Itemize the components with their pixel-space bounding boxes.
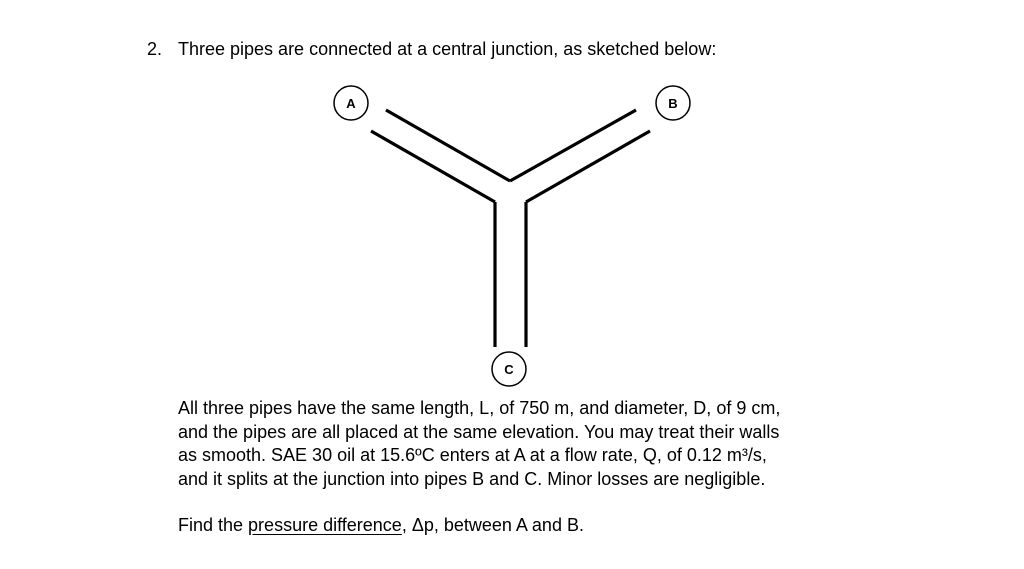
question-prefix: Find the (178, 515, 249, 535)
problem-intro: Three pipes are connected at a central junction, as sketched below: (178, 39, 717, 59)
question-key-term: pressure difference (248, 515, 402, 535)
node-a (334, 86, 368, 120)
pipe-b-lower-wall (526, 131, 650, 202)
pipe-a-upper-wall (386, 110, 510, 181)
node-c-label: C (504, 362, 514, 377)
pipe-a-lower-wall (371, 131, 495, 202)
problem-number: 2. (147, 39, 163, 59)
problem-description (178, 397, 898, 491)
node-b (656, 86, 690, 120)
description-line: and it splits at the junction into pipes B and C. Minor losses are negligible. (178, 468, 766, 489)
node-c (492, 352, 526, 386)
question-suffix: , Δp, between A and B. (401, 515, 584, 535)
node-a-label: A (346, 96, 356, 111)
description-line: as smooth. SAE 30 oil at 15.6ºC enters at A at a flow rate, Q, of 0.12 m³/s, (178, 445, 767, 465)
node-b-label: B (668, 96, 678, 111)
pipe-b-upper-wall (510, 110, 636, 181)
description-line: and the pipes are all placed at the same elevation. You may treat their walls (178, 421, 780, 442)
question-prompt (178, 514, 584, 536)
description-line: All three pipes have the same length, L, of 750 m, and diameter, D, of 9 cm, (178, 398, 781, 418)
